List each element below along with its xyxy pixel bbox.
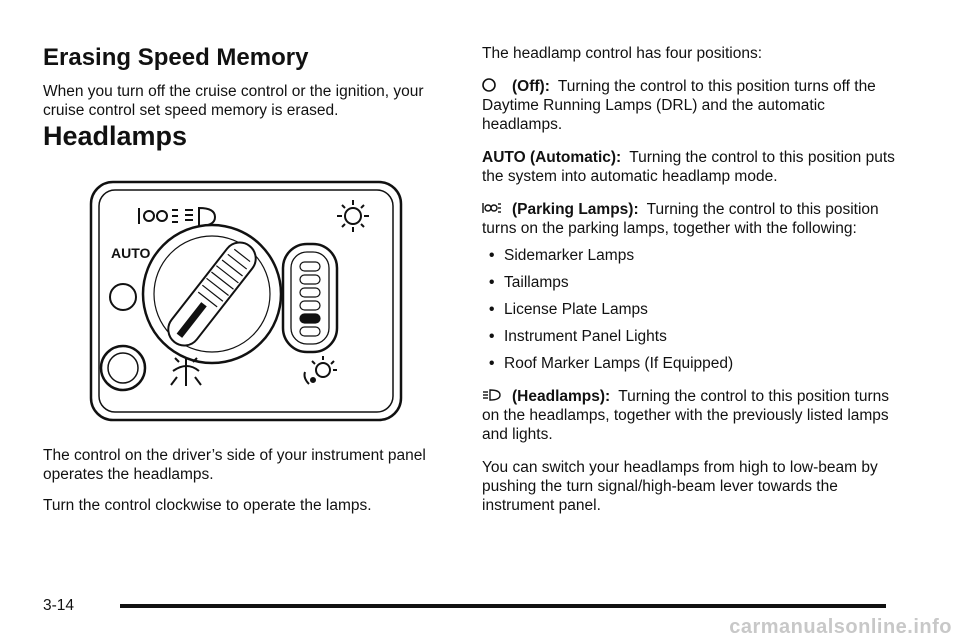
headlamp-rotary-knob — [143, 225, 281, 363]
position-off — [482, 77, 902, 134]
off-circle-icon — [482, 78, 502, 92]
list-item: • Sidemarker Lamps — [489, 247, 635, 264]
panel-dimmer-thumbwheel — [283, 244, 337, 352]
list-item: • License Plate Lamps — [489, 301, 648, 318]
high-low-beam-text: You can switch your headlamps from high to low-beam by pushing the turn signal/high-beam lever towards the instrument panel. — [482, 459, 878, 514]
position-off-text: Turning the control to this position turns off the Daytime Running Lamps (DRL) and the automatic headlamps. — [482, 78, 876, 133]
parking-lamps-list — [482, 246, 902, 373]
list-item: • Taillamps — [489, 274, 569, 291]
erasing-speed-memory-text: When you turn off the cruise control or the ignition, your cruise control set speed memory is erased. — [43, 83, 424, 119]
position-auto-name: AUTO (Automatic): — [482, 149, 622, 166]
position-parking — [482, 200, 902, 238]
position-off-name: (Off): — [512, 78, 550, 95]
headlamp-control-illustration — [87, 178, 405, 424]
position-headlamps — [482, 387, 902, 444]
position-auto-text: Turning the control to this position puts the system into automatic headlamp mode. — [482, 149, 895, 185]
list-item: • Instrument Panel Lights — [489, 328, 667, 345]
position-headlamps-name: (Headlamps): — [512, 388, 611, 405]
page-number: 3-14 — [43, 597, 75, 614]
right-column — [482, 44, 902, 515]
footer-rule — [120, 604, 886, 608]
headlamp-control-figure — [87, 178, 405, 424]
position-headlamps-text: Turning the control to this position turns on the headlamps, together with the previously listed lamps and lights. — [482, 388, 890, 443]
position-parking-text: Turning the control to this position turns on the parking lamps, together with the following: — [482, 201, 879, 237]
headlamps-heading: Headlamps — [43, 121, 188, 151]
position-parking-name: (Parking Lamps): — [512, 201, 639, 218]
position-auto — [482, 148, 902, 186]
fog-lamp-button — [101, 346, 145, 390]
left-column — [43, 44, 448, 515]
list-item: • Roof Marker Lamps (If Equipped) — [489, 355, 734, 372]
watermark: carmanualsonline.info — [729, 616, 952, 638]
positions-intro: The headlamp control has four positions: — [482, 45, 763, 62]
light-sensor-icon — [110, 284, 136, 310]
erasing-speed-memory-heading: Erasing Speed Memory — [43, 44, 309, 71]
headlamp-icon — [482, 388, 502, 402]
auto-label: AUTO — [111, 245, 151, 261]
parking-lamps-icon — [482, 201, 502, 215]
turn-control-text: Turn the control clockwise to operate the lamps. — [43, 497, 372, 514]
control-location-text: The control on the driver’s side of your instrument panel operates the headlamps. — [43, 447, 426, 483]
